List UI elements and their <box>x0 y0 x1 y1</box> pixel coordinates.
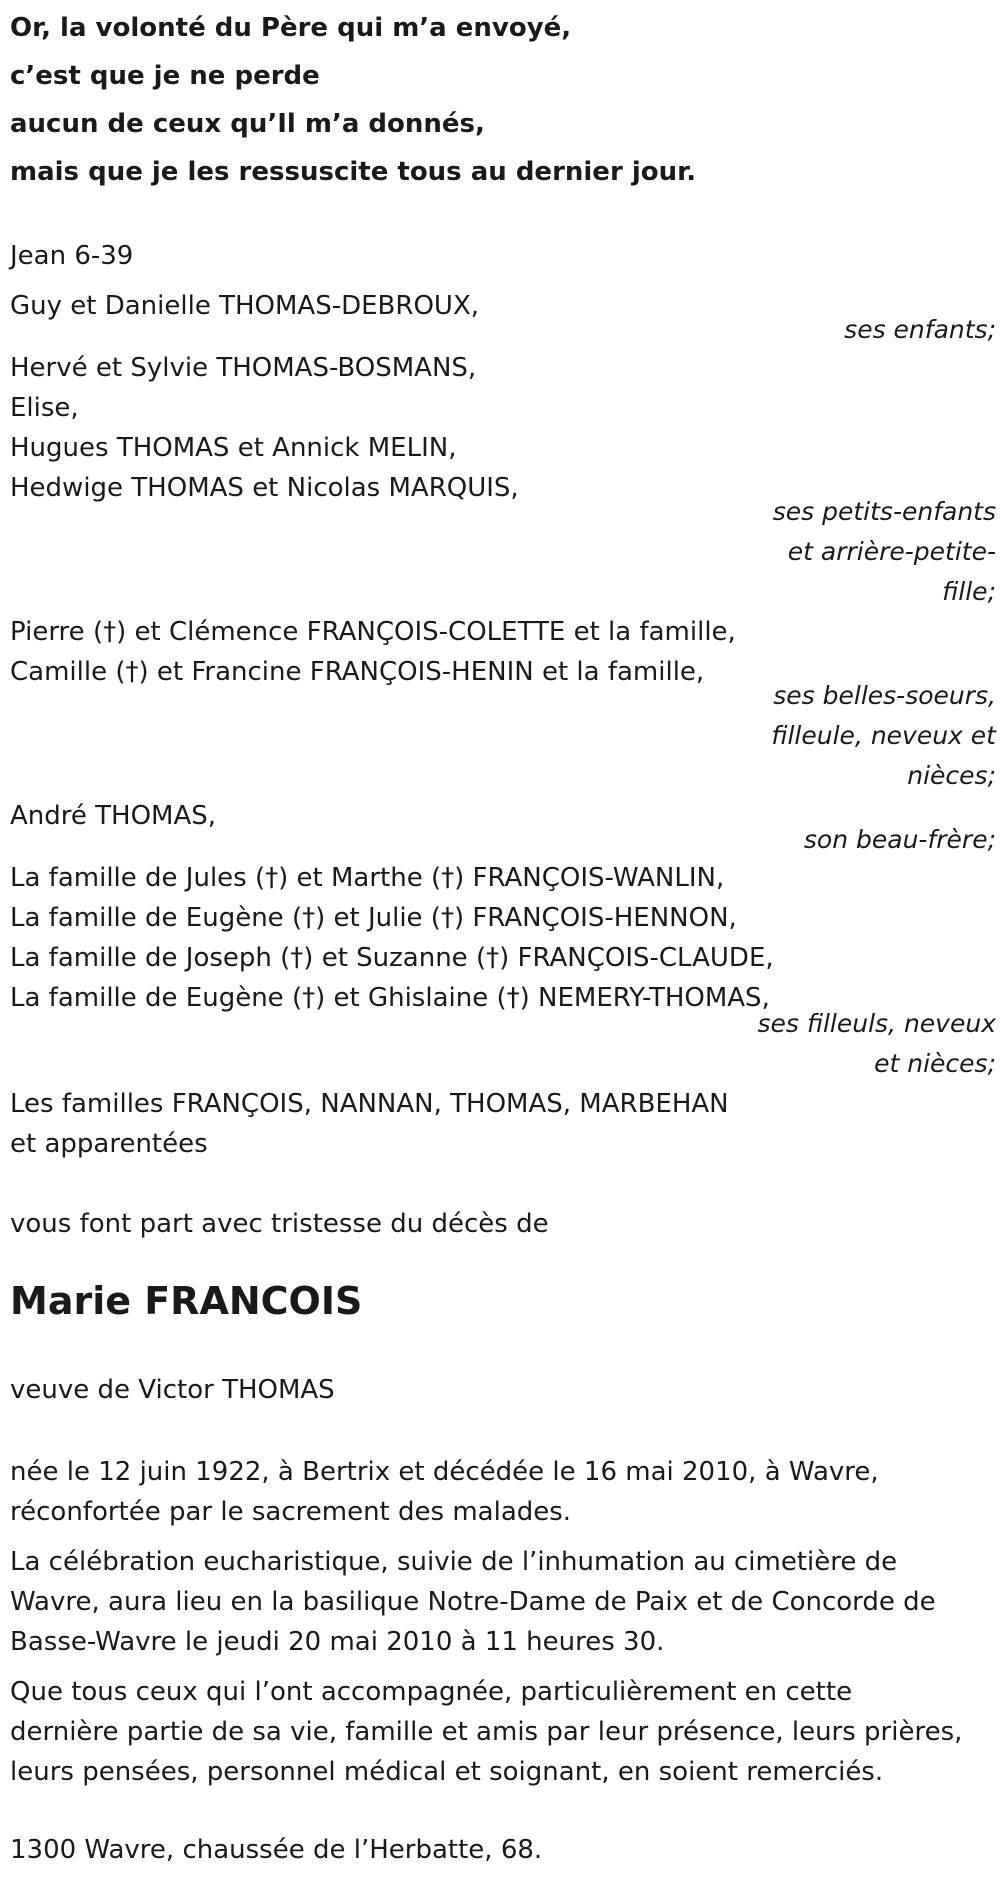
thanks-line: leurs pensées, personnel médical et soignant, en soient remerciés. <box>10 1757 884 1787</box>
birth-line: née le 12 juin 1922, à Bertrix et décédée le 16 mai 2010, à Wavre, <box>10 1457 879 1487</box>
family-name: Camille (†) et Francine FRANÇOIS-HENIN et la famille, <box>10 657 705 687</box>
relation-label: son beau-frère; <box>803 825 996 854</box>
ceremony-line: Wavre, aura lieu en la basilique Notre-Dame de Paix et de Concorde de <box>10 1587 936 1617</box>
family-name: Hervé et Sylvie THOMAS-BOSMANS, <box>10 353 477 383</box>
birth-line: réconfortée par le sacrement des malades. <box>10 1497 572 1527</box>
family-name: Hedwige THOMAS et Nicolas MARQUIS, <box>10 473 519 503</box>
announcement: vous font part avec tristesse du décès de <box>10 1209 549 1239</box>
family-name: Pierre (†) et Clémence FRANÇOIS-COLETTE et la famille, <box>10 617 736 647</box>
thanks-line: Que tous ceux qui l’ont accompagnée, particulièrement en cette <box>10 1677 853 1707</box>
relation-label: ses petits-enfants <box>772 497 996 526</box>
widow-line: veuve de Victor THOMAS <box>10 1375 335 1405</box>
verse-line: Or, la volonté du Père qui m’a envoyé, <box>10 13 572 43</box>
verse-line: mais que je les ressuscite tous au dernier jour. <box>10 157 697 187</box>
relation-label: ses enfants; <box>844 315 996 344</box>
family-name: Elise, <box>10 393 79 423</box>
relation-label: filleule, neveux et <box>771 721 996 750</box>
family-name: La famille de Eugène (†) et Ghislaine (†) NEMERY-THOMAS, <box>10 983 770 1013</box>
family-name: André THOMAS, <box>10 801 217 831</box>
relation-label: ses filleuls, neveux <box>757 1009 996 1038</box>
family-name: La famille de Eugène (†) et Julie (†) FRANÇOIS-HENNON, <box>10 903 737 933</box>
thanks-line: dernière partie de sa vie, famille et amis par leur présence, leurs prières, <box>10 1717 963 1747</box>
relation-label: fille; <box>942 577 996 606</box>
families-line: et apparentées <box>10 1129 208 1159</box>
ceremony-line: Basse-Wavre le jeudi 20 mai 2010 à 11 heures 30. <box>10 1627 665 1657</box>
relation-label: et nièces; <box>874 1049 996 1078</box>
address: 1300 Wavre, chaussée de l’Herbatte, 68. <box>10 1835 543 1865</box>
relation-label: nièces; <box>907 761 996 790</box>
verse-reference: Jean 6-39 <box>10 241 134 271</box>
verse-line: c’est que je ne perde <box>10 61 320 91</box>
family-name: La famille de Jules (†) et Marthe (†) FRANÇOIS-WANLIN, <box>10 863 725 893</box>
family-name: Guy et Danielle THOMAS-DEBROUX, <box>10 291 480 321</box>
family-name: Hugues THOMAS et Annick MELIN, <box>10 433 457 463</box>
verse-line: aucun de ceux qu’Il m’a donnés, <box>10 109 485 139</box>
family-name: La famille de Joseph (†) et Suzanne (†) FRANÇOIS-CLAUDE, <box>10 943 774 973</box>
ceremony-line: La célébration eucharistique, suivie de l’inhumation au cimetière de <box>10 1547 898 1577</box>
relation-label: et arrière-petite- <box>787 537 996 566</box>
relation-label: ses belles-soeurs, <box>773 681 996 710</box>
families-line: Les familles FRANÇOIS, NANNAN, THOMAS, MARBEHAN <box>10 1089 729 1119</box>
deceased-name: Marie FRANCOIS <box>10 1279 363 1323</box>
